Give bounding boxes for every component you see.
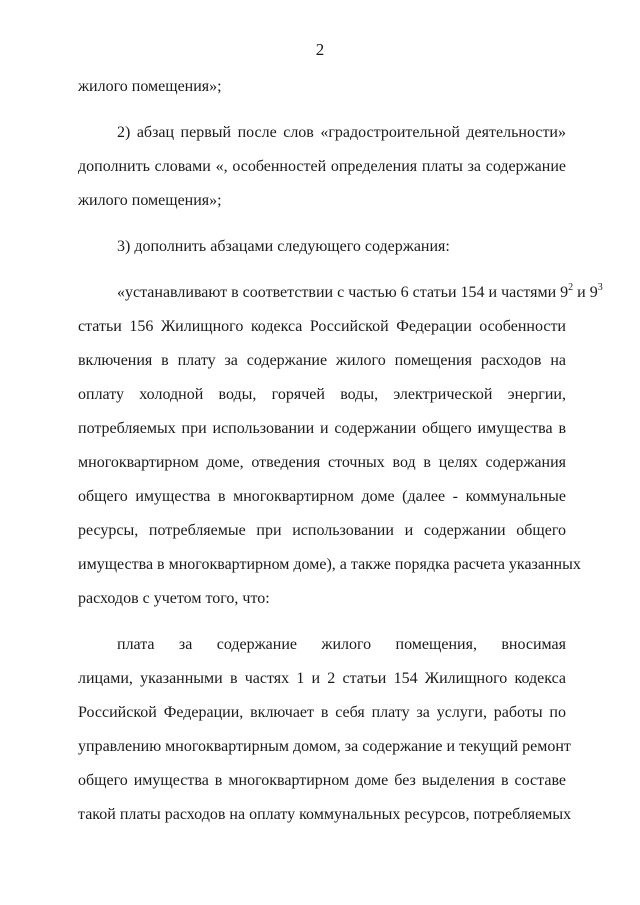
final-paragraph-line-6: такой платы расходов на оплату коммунальных ресурсов, потребляемых bbox=[78, 806, 572, 823]
paragraph-3-line-1: 3) дополнить абзацами следующего содержания: bbox=[117, 238, 450, 255]
quoted-paragraph-line-5: потребляемых при использовании и содержании общего имущества в bbox=[78, 420, 566, 437]
paragraph-2-line-1: 2) абзац первый после слов «градостроительной деятельности» bbox=[117, 124, 566, 141]
quoted-paragraph-line-10: расходов с учетом того, что: bbox=[78, 590, 270, 607]
document-body bbox=[78, 70, 603, 832]
paragraph-2-line-2: дополнить словами «, особенностей определения платы за содержание bbox=[78, 158, 566, 175]
final-paragraph-line-3: Российской Федерации, включает в себя плату за услуги, работы по bbox=[78, 704, 566, 721]
quoted-paragraph-line-1 bbox=[78, 276, 603, 310]
final-paragraph-line-2: лицами, указанными в частях 1 и 2 статьи 154 Жилищного кодекса bbox=[78, 670, 566, 687]
final-paragraph-line-4: управлению многоквартирным домом, за содержание и текущий ремонт bbox=[78, 738, 571, 755]
quoted-paragraph-line-6: многоквартирном доме, отведения сточных вод в целях содержания bbox=[78, 454, 566, 471]
final-paragraph-line-5: общего имущества в многоквартирном доме без выделения в составе bbox=[78, 772, 566, 789]
quoted-paragraph-line-7: общего имущества в многоквартирном доме (далее - коммунальные bbox=[78, 488, 566, 505]
quoted-paragraph-line-2: статьи 156 Жилищного кодекса Российской Федерации особенности bbox=[78, 318, 566, 335]
paragraph-2-line-3: жилого помещения»; bbox=[78, 192, 222, 209]
quoted-text-start: «устанавливают в соответствии с частью 6 статьи 154 и частями 9 bbox=[117, 284, 569, 301]
superscript-2: 2 bbox=[568, 282, 574, 293]
quoted-paragraph-line-8: ресурсы, потребляемые при использовании и содержании общего bbox=[78, 522, 566, 539]
quoted-paragraph-line-4: оплату холодной воды, горячей воды, электрической энергии, bbox=[78, 386, 566, 403]
quoted-paragraph-line-3: включения в плату за содержание жилого помещения расходов на bbox=[78, 352, 566, 369]
text-line: жилого помещения»; bbox=[78, 78, 222, 95]
quoted-text-and: и 9 bbox=[573, 284, 598, 301]
page-number: 2 bbox=[315, 40, 325, 59]
final-paragraph-line-1: плата за содержание жилого помещения, вносимая bbox=[117, 636, 566, 653]
superscript-3: 3 bbox=[597, 282, 603, 293]
quoted-paragraph-line-9: имущества в многоквартирном доме), а также порядка расчета указанных bbox=[78, 556, 581, 573]
